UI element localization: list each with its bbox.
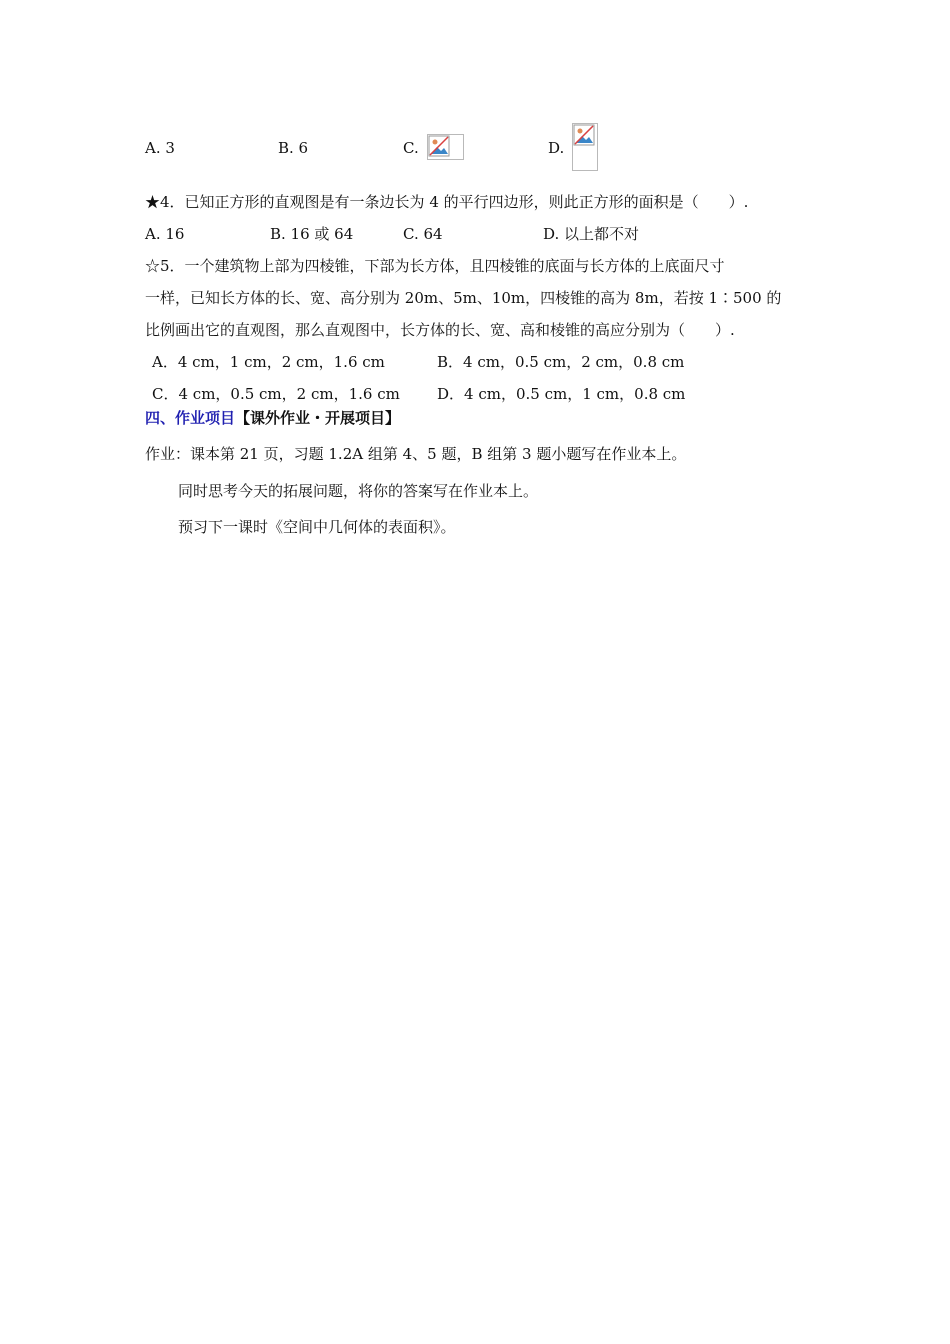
q5-stem-line1: ☆5．一个建筑物上部为四棱锥，下部为长方体，且四棱锥的底面与长方体的上底面尺寸 xyxy=(145,257,725,275)
q5-option-b: B．4 cm，0.5 cm，2 cm，0.8 cm xyxy=(437,353,685,371)
q3-option-a: A. 3 xyxy=(145,139,175,157)
q5-stem-line3: 比例画出它的直观图，那么直观图中，长方体的长、宽、高和棱锥的高应分别为（ ）. xyxy=(145,321,735,339)
q3-option-d: D. xyxy=(548,139,565,157)
q3-option-c: C. xyxy=(403,139,419,157)
q3-option-c-image xyxy=(427,134,464,160)
homework-line1: 作业：课本第 21 页，习题 1.2A 组第 4、5 题，B 组第 3 题小题写在作业本上。 xyxy=(145,445,687,463)
q5-option-d: D．4 cm，0.5 cm，1 cm，0.8 cm xyxy=(437,385,686,403)
q4-option-b: B. 16 或 64 xyxy=(270,225,354,243)
broken-image-icon xyxy=(428,135,450,157)
q3-option-b: B. 6 xyxy=(278,139,309,157)
section-heading xyxy=(145,408,400,428)
homework-line2: 同时思考今天的拓展问题，将你的答案写在作业本上。 xyxy=(178,482,539,500)
q4-stem: ★4．已知正方形的直观图是有一条边长为 4 的平行四边形，则此正方形的面积是（ ）. xyxy=(145,193,749,211)
section-title-bracket: 【课外作业・开展项目】 xyxy=(235,409,401,427)
section-title-number: 四、作业项目 xyxy=(145,409,236,427)
q4-option-a: A. 16 xyxy=(145,225,185,243)
q5-option-c: C．4 cm，0.5 cm，2 cm，1.6 cm xyxy=(152,385,400,403)
homework-line3: 预习下一课时《空间中几何体的表面积》。 xyxy=(178,518,456,536)
q3-option-d-image xyxy=(572,123,598,171)
q5-stem-line2: 一样，已知长方体的长、宽、高分别为 20m、5m、10m，四棱锥的高为 8m，若按 1∶500 的 xyxy=(145,289,782,307)
q4-option-d: D. 以上都不对 xyxy=(543,225,640,243)
q5-option-a: A．4 cm，1 cm，2 cm，1.6 cm xyxy=(152,353,385,371)
q4-option-c: C. 64 xyxy=(403,225,443,243)
broken-image-icon xyxy=(573,124,595,146)
